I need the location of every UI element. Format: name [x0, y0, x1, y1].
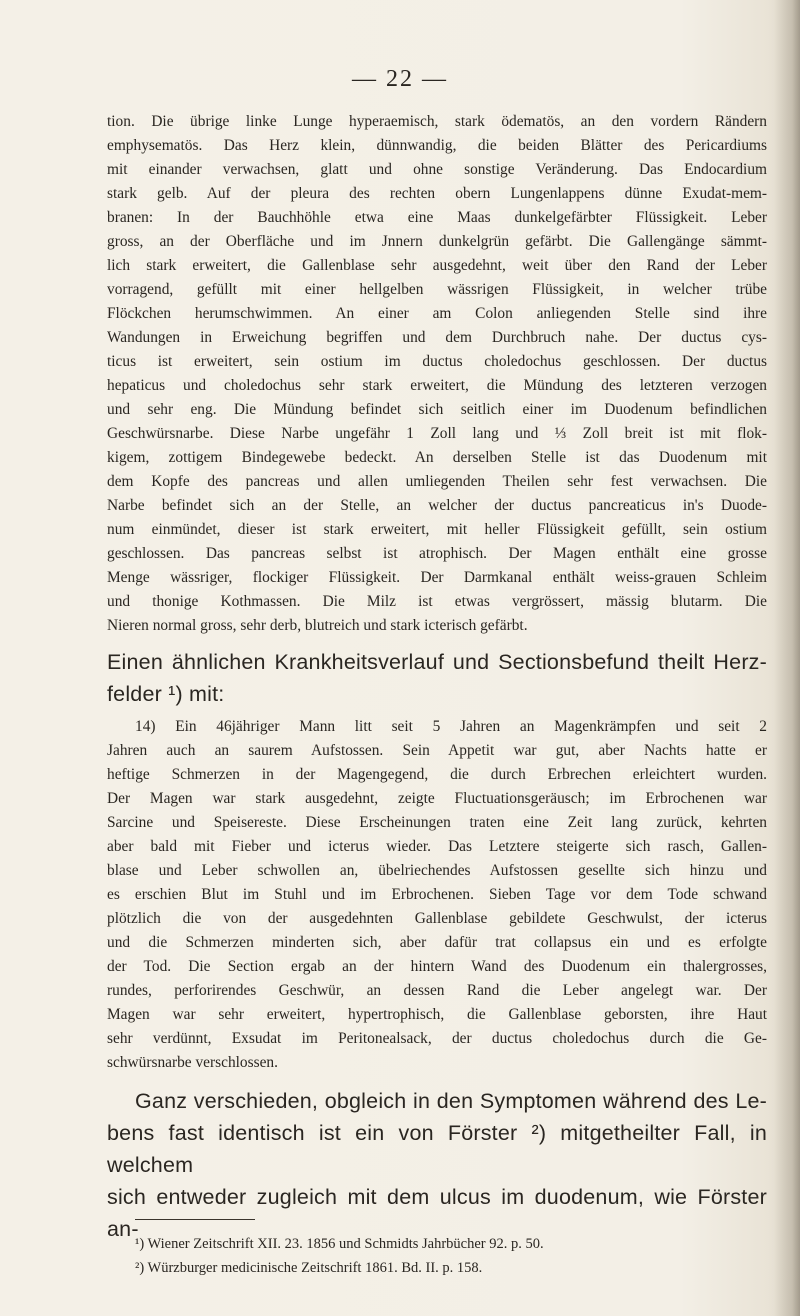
text-line: Geschwürsnarbe. Diese Narbe ungefähr 1 Zoll lang und ⅓ Zoll breit ist mit flok- — [107, 425, 767, 442]
text-line: Nieren normal gross, sehr derb, blutreich und stark icterisch gefärbt. — [107, 617, 528, 634]
heading-line: Ganz verschieden, obgleich in den Symptomen während des Le- — [135, 1089, 767, 1113]
text-line: tion. Die übrige linke Lunge hyperaemisch, stark ödematös, an den vordern Rändern — [107, 113, 767, 130]
text-line: Wandungen in Erweichung begriffen und dem Durchbruch nahe. Der ductus cys- — [107, 329, 767, 346]
text-line: Sarcine und Speisereste. Diese Erscheinungen traten eine Zeit lang zurück, kehrten — [107, 814, 767, 831]
text-line: mit einander verwachsen, glatt und ohne sonstige Veränderung. Das Endocardium — [107, 161, 767, 178]
text-line: lich stark erweitert, die Gallenblase sehr ausgedehnt, weit über den Rand der Leber — [107, 257, 767, 274]
text-line: kigem, zottigem Bindegewebe bedeckt. An derselben Stelle ist das Duodenum mit — [107, 449, 767, 466]
text-line: branen: In der Bauchhöhle etwa eine Maas dunkelgefärbter Flüssigkeit. Leber — [107, 209, 767, 226]
text-line: rundes, perforirendes Geschwür, an dessen Rand die Leber angelegt war. Der — [107, 982, 767, 999]
heading-line: bens fast identisch ist ein von Förster ²) mitgetheilter Fall, in welchem — [107, 1121, 767, 1177]
text-line: num einmündet, dieser ist stark erweitert, mit heller Flüssigkeit gefüllt, sein ostium — [107, 521, 767, 538]
footnotes — [135, 1232, 765, 1280]
text-line: emphysematös. Das Herz klein, dünnwandig, die beiden Blätter des Pericardiums — [107, 137, 767, 154]
text-line: Narbe befindet sich an der Stelle, an welcher der ductus pancreaticus in's Duode- — [107, 497, 767, 514]
text-line: es erschien Blut im Stuhl und im Erbrochenen. Sieben Tage vor dem Tode schwand — [107, 886, 767, 903]
heading-line: sich entweder zugleich mit dem ulcus im duodenum, wie Förster an- — [107, 1185, 767, 1241]
text-line: und sehr eng. Die Mündung befindet sich seitlich einer im Duodenum befindlichen — [107, 401, 767, 418]
text-line: 14) Ein 46jähriger Mann litt seit 5 Jahren an Magenkrämpfen und seit 2 — [135, 718, 767, 735]
text-line: heftige Schmerzen in der Magengegend, die durch Erbrechen erleichtert wurden. — [107, 766, 767, 783]
text-line: Jahren auch an saurem Aufstossen. Sein Appetit war gut, aber Nachts hatte er — [107, 742, 767, 759]
text-line: und die Schmerzen minderten sich, aber dafür trat collapsus ein und es erfolgte — [107, 934, 767, 951]
text-line: hepaticus und choledochus sehr stark erweitert, die Mündung des letzteren verzogen — [107, 377, 767, 394]
text-line: stark gelb. Auf der pleura des rechten obern Lungenlappens dünne Exudat-mem- — [107, 185, 767, 202]
text-line: Menge wässriger, flockiger Flüssigkeit. Der Darmkanal enthält weiss-grauen Schleim — [107, 569, 767, 586]
text-line: Der Magen war stark ausgedehnt, zeigte Fluctuationsgeräusch; im Erbrochenen war — [107, 790, 767, 807]
footnote-2: ²) Würzburger medicinische Zeitschrift 1861. Bd. II. p. 158. — [135, 1260, 483, 1276]
text-line: dem Kopfe des pancreas und allen umliegenden Theilen sehr fest verwachsen. Die — [107, 473, 767, 490]
text-line: ticus ist erweitert, sein ostium im ductus choledochus geschlossen. Der ductus — [107, 353, 767, 370]
text-line: Magen war sehr erweitert, hypertrophisch, die Gallenblase geborsten, ihre Haut — [107, 1006, 767, 1023]
text-line: sehr verdünnt, Exsudat im Peritonealsack, der ductus choledochus durch die Ge- — [107, 1030, 767, 1047]
text-line: schwürsnarbe verschlossen. — [107, 1054, 278, 1071]
text-line: gross, an der Oberfläche und im Jnnern dunkelgrün gefärbt. Die Gallengänge sämmt- — [107, 233, 767, 250]
text-line: aber bald mit Fieber und icterus wieder. Das Letztere steigerte sich rasch, Gallen- — [107, 838, 767, 855]
footnote-divider — [135, 1219, 255, 1220]
page-edge-shadow — [774, 0, 800, 1316]
footnote-1: ¹) Wiener Zeitschrift XII. 23. 1856 und Schmidts Jahrbücher 92. p. 50. — [135, 1236, 544, 1252]
body-paragraph-1 — [107, 110, 767, 638]
text-line: und thonige Kothmassen. Die Milz ist etwas vergrössert, mässig blutarm. Die — [107, 593, 767, 610]
text-line: plötzlich die von der ausgedehnten Gallenblase gebildete Geschwulst, der icterus — [107, 910, 767, 927]
text-line: der Tod. Die Section ergab an der hintern Wand des Duodenum ein thalergrosses, — [107, 958, 767, 975]
text-line: geschlossen. Das pancreas selbst ist atrophisch. Der Magen enthält eine grosse — [107, 545, 767, 562]
page-number: — 22 — — [352, 66, 448, 92]
section-heading-2 — [107, 1085, 767, 1245]
text-line: Flöckchen herumschwimmen. An einer am Colon anliegenden Stelle sind ihre — [107, 305, 767, 322]
section-heading-1 — [107, 646, 767, 710]
heading-line: Einen ähnlichen Krankheitsverlauf und Sectionsbefund theilt Herz- — [107, 650, 767, 674]
heading-line: felder ¹) mit: — [107, 682, 225, 706]
case-paragraph-14 — [107, 715, 767, 1075]
text-line: vorragend, gefüllt mit einer hellgelben wässrigen Flüssigkeit, in welcher trübe — [107, 281, 767, 298]
text-line: blase und Leber schwollen an, übelriechendes Aufstossen gesellte sich hinzu und — [107, 862, 767, 879]
